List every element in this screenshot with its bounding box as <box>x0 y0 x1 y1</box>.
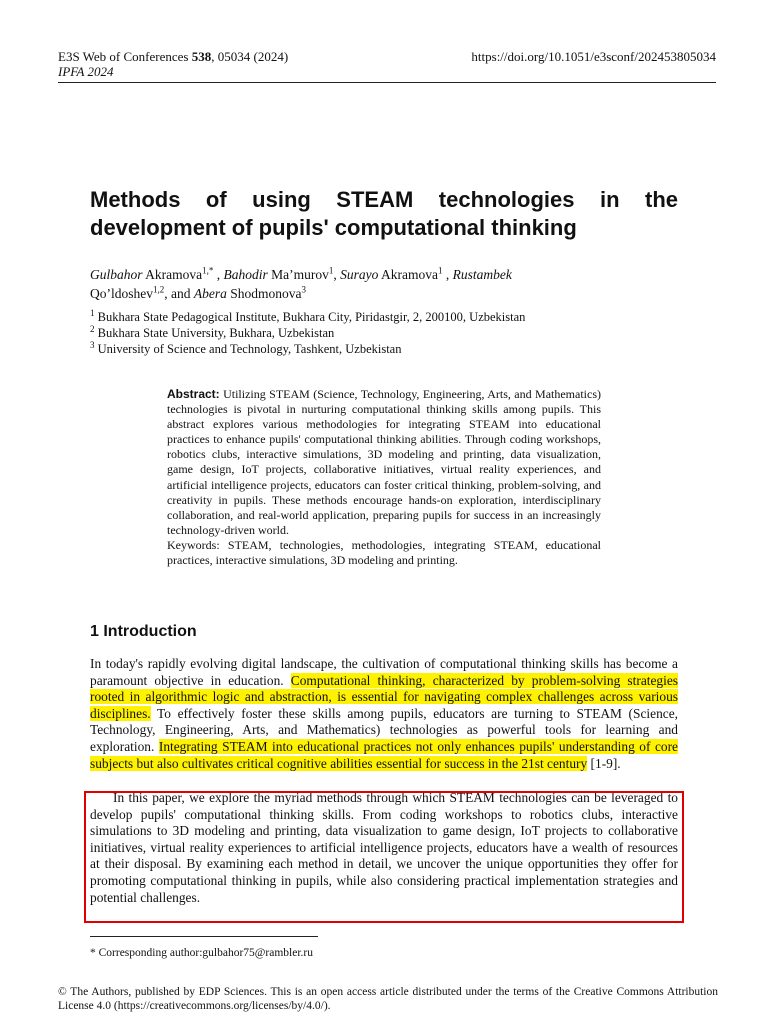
affiliation-item: $^3$ University of Science and Technology, Tashkent, Uzbekistan <box>90 339 402 356</box>
corresponding-author-footnote: * Corresponding author:gulbahor75@rambler.ru <box>90 947 313 959</box>
section-heading: 1 Introduction <box>90 623 197 640</box>
running-header-left <box>58 49 288 79</box>
license-statement: © The Authors, published by EDP Sciences. This is an open access article distributed under the terms of the Creative Commons Attribution License 4.0 (https://creativecommons.org/licenses/by/4.0/). <box>58 986 718 1012</box>
intro-paragraph-2: In this paper, we explore the myriad methods through which STEAM technologies can be leveraged to develop pupils' computational thinking skills. From coding workshops to robotics clubs, interactive simulations to 3D modeling and printing, data visualization to game design, IoT projects to collaborative initiatives, virtual reality experiences to artificial intelligence projects, educators have a wealth of resources at their disposal. By examining each method in detail, we uncover the unique opportunities they offer for promoting computational thinking in pupils, while also considering practical implementation strategies and potential challenges. <box>90 790 678 905</box>
doi-link[interactable]: https://doi.org/10.1051/e3sconf/202453805034 <box>471 49 716 64</box>
author-list: Gulbahor Akramova$^{1,*}$ , Bahodir Ma’murov$^1$, Surayo Akramova$^1$ , Rustambek Qo’ldoshev$^{1,2}$, and Abera Shodmonova$^3$ <box>90 265 512 301</box>
header-divider <box>58 82 716 83</box>
abstract-label: Abstract: <box>167 387 220 401</box>
author-given: Abera <box>193 286 227 301</box>
annotation-box <box>84 791 684 923</box>
abstract-block <box>167 387 601 568</box>
author-given: Bahodir <box>223 267 268 282</box>
affiliation-item: $^1$ Bukhara State Pedagogical Institute, Bukhara City, Piridastgir, 2, 200100, Uzbekistan <box>90 307 526 324</box>
highlighted-text: Integrating STEAM into educational practices not only enhances pupils' understanding of core subjects but also cultivates critical cognitive abilities essential for success in the 21st century <box>90 738 679 771</box>
abstract-body <box>167 387 601 538</box>
abstract-text: Utilizing STEAM (Science, Technology, Engineering, Arts, and Mathematics) technologies is pivotal in nurturing computational thinking skills among pupils. This abstract explores various methodologies for integrating STEAM into educational practices to enhance pupils' computational thinking abilities. Through coding workshops, robotics clubs, interactive simulations, 3D modeling and printing, data visualization, game design, IoT projects, collaborative initiatives, virtual reality experiences, and artificial intelligence projects, educators can foster critical thinking, problem-solving, and creativity in pupils. These methods encourage hands-on exploration, interdisciplinary collaboration, and real-world application, preparing pupils for success in an increasingly technology-driven world. <box>167 387 601 537</box>
journal-citation: E3S Web of Conferences 538, 05034 (2024) <box>58 49 289 64</box>
highlighted-text: Computational thinking, characterized by problem-solving strategies rooted in algorithmic logic and abstraction, is essential for navigating complex challenges across various disciplines. <box>90 672 678 721</box>
author-given: Gulbahor <box>90 267 143 282</box>
keywords: Keywords: STEAM, technologies, methodologies, integrating STEAM, educational practices, interactive simulations, 3D modeling and printing. <box>167 537 601 568</box>
intro-paragraph-1: In today's rapidly evolving digital landscape, the cultivation of computational thinking skills has become a paramount objective in education. Computational thinking, characterized by problem-solving strategies rooted in algorithmic logic and abstraction, is essential for navigating complex challenges across various disciplines. To effectively foster these skills among pupils, educators are turning to STEAM (Science, Technology, Engineering, Arts, and Mathematics) technologies as powerful tools for learning and exploration. Integrating STEAM into educational practices not only enhances pupils' understanding of core subjects but also cultivates critical cognitive abilities essential for success in the 21st century [1-9]. <box>90 656 679 771</box>
footnote-divider <box>90 936 318 937</box>
volume-number: 538 <box>191 49 212 64</box>
paper-title: Methods of using STEAM technologies in the development of pupils' computational thinking <box>90 187 678 240</box>
author-given: Surayo <box>340 267 379 282</box>
affiliations <box>90 309 690 357</box>
conference-name: IPFA 2024 <box>58 64 114 79</box>
author-given: Rustambek <box>452 267 512 282</box>
affiliation-item: $^2$ Bukhara State University, Bukhara, Uzbekistan <box>90 323 335 340</box>
